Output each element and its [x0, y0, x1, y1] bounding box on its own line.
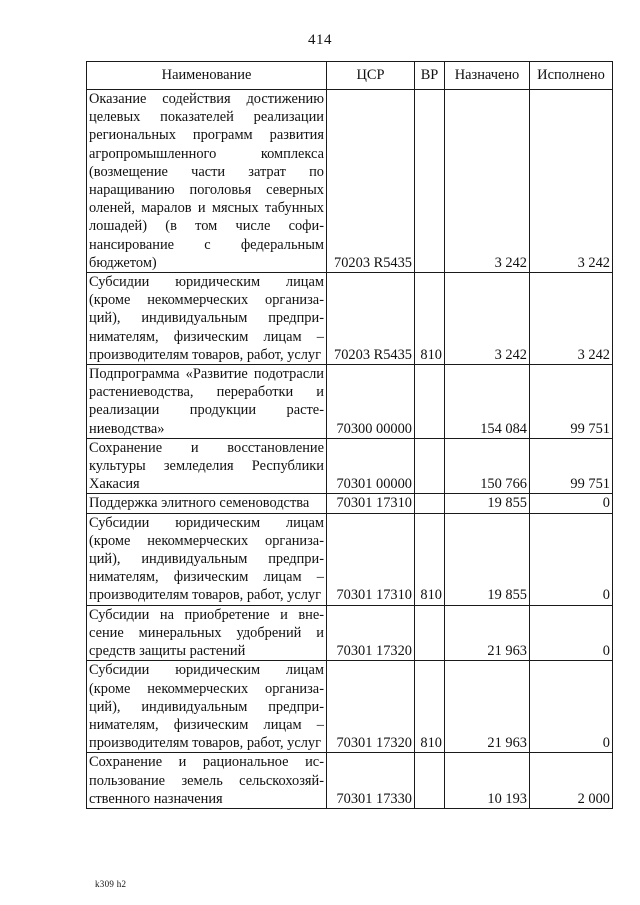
row-vr — [415, 753, 445, 809]
row-csr: 70301 17320 — [327, 661, 415, 753]
header-executed: Исполнено — [530, 62, 613, 90]
row-executed: 0 — [530, 661, 613, 753]
header-vr: ВР — [415, 62, 445, 90]
row-csr: 70301 17320 — [327, 605, 415, 661]
table-row — [87, 494, 613, 513]
header-name: Наименование — [87, 62, 327, 90]
row-executed: 3 242 — [530, 90, 613, 273]
row-name: Сохранение и рациональное использование земель сельскохозяйственного назначения — [87, 753, 327, 809]
row-name: Субсидии на приобретение и внесение минеральных удобрений и средств защиты растений — [87, 605, 327, 661]
row-csr: 70301 17310 — [327, 494, 415, 513]
footer-code: k309 h2 — [95, 879, 127, 889]
table-row — [87, 273, 613, 365]
row-planned: 3 242 — [445, 90, 530, 273]
table-row — [87, 438, 613, 494]
row-csr: 70301 17310 — [327, 513, 415, 605]
row-executed: 0 — [530, 605, 613, 661]
row-planned: 21 963 — [445, 661, 530, 753]
row-planned: 154 084 — [445, 365, 530, 439]
row-name: Поддержка элитного семеноводства — [87, 494, 327, 513]
header-csr: ЦСР — [327, 62, 415, 90]
row-csr: 70203 R5435 — [327, 273, 415, 365]
row-planned: 10 193 — [445, 753, 530, 809]
row-planned: 19 855 — [445, 494, 530, 513]
row-name: Субсидии юридическим лицам (кроме некоммерческих организаций), индивидуальным предпринимателям, физическим лицам – производителям товаров, работ, услуг — [87, 273, 327, 365]
budget-table — [86, 61, 613, 809]
row-executed: 2 000 — [530, 753, 613, 809]
row-vr — [415, 365, 445, 439]
row-csr: 70301 17330 — [327, 753, 415, 809]
row-vr — [415, 90, 445, 273]
row-executed: 3 242 — [530, 273, 613, 365]
row-executed: 99 751 — [530, 365, 613, 439]
row-vr: 810 — [415, 273, 445, 365]
row-name: Подпрограмма «Развитие подотрасли растениеводства, переработки и реализации продукции растениеводства» — [87, 365, 327, 439]
table-row — [87, 605, 613, 661]
row-csr: 70301 00000 — [327, 438, 415, 494]
row-csr: 70300 00000 — [327, 365, 415, 439]
row-name: Оказание содействия достижению целевых показателей реализации региональных программ развития агропромышленного комплекса (возмещение части затрат по наращиванию поголовья северных оленей, маралов и мясных табунных лошадей) (в том числе софинансирование с федеральным бюджетом) — [87, 90, 327, 273]
row-planned: 3 242 — [445, 273, 530, 365]
row-executed: 99 751 — [530, 438, 613, 494]
table-row — [87, 753, 613, 809]
row-planned: 19 855 — [445, 513, 530, 605]
row-csr: 70203 R5435 — [327, 90, 415, 273]
row-vr: 810 — [415, 661, 445, 753]
table-row — [87, 661, 613, 753]
row-name: Субсидии юридическим лицам (кроме некоммерческих организаций), индивидуальным предпринимателям, физическим лицам – производителям товаров, работ, услуг — [87, 513, 327, 605]
row-executed: 0 — [530, 513, 613, 605]
header-planned: Назначено — [445, 62, 530, 90]
row-vr — [415, 605, 445, 661]
table-row — [87, 513, 613, 605]
page-number: 414 — [308, 32, 332, 48]
row-vr: 810 — [415, 513, 445, 605]
table-row — [87, 365, 613, 439]
row-name: Субсидии юридическим лицам (кроме некоммерческих организаций), индивидуальным предпринимателям, физическим лицам – производителям товаров, работ, услуг — [87, 661, 327, 753]
row-executed: 0 — [530, 494, 613, 513]
table-header-row — [87, 62, 613, 90]
row-vr — [415, 438, 445, 494]
row-planned: 21 963 — [445, 605, 530, 661]
row-vr — [415, 494, 445, 513]
table-row — [87, 90, 613, 273]
row-name: Сохранение и восстановление культуры земледелия Республики Хакасия — [87, 438, 327, 494]
row-planned: 150 766 — [445, 438, 530, 494]
